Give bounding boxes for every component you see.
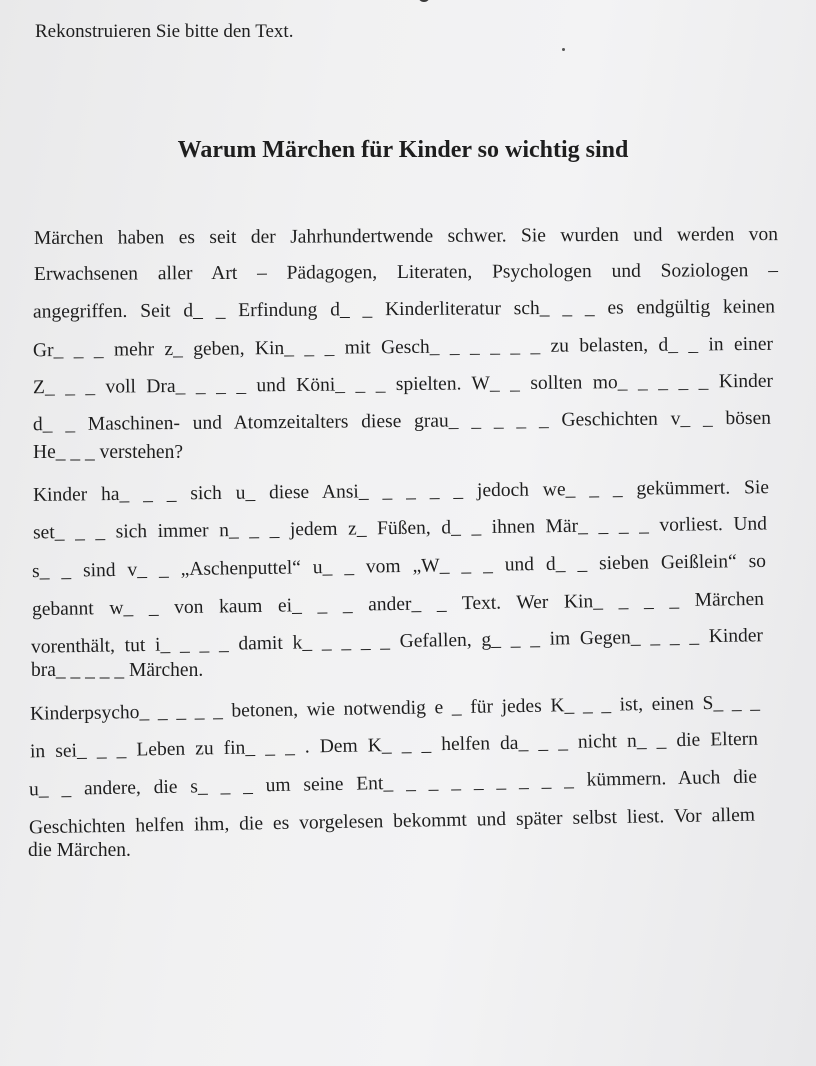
text-line: Gr_ _ _ mehr z_ geben, Kin_ _ _ mit Gesch_ _ _ _ _ _ zu belasten, d_ _ in einer (32, 333, 774, 362)
text-line: angegriffen. Seit d_ _ Erfindung d_ _ Kinderliteratur sch_ _ _ es endgültig keinen (32, 296, 776, 323)
text-line: u_ _ andere, die s_ _ _ um seine Ent_ _ _ _ _ _ _ _ _ kümmern. Auch die (28, 766, 758, 801)
text-line: vorenthält, tut i_ _ _ _ damit k_ _ _ _ _ Gefallen, g_ _ _ im Gegen_ _ _ _ Kinder (30, 625, 764, 658)
text-line: Kinderpsycho_ _ _ _ _ betonen, wie notwendig e _ für jedes K_ _ _ ist, einen S_ _ _ (29, 692, 761, 725)
text-line: in sei_ _ _ Leben zu fin_ _ _ . Dem K_ _ _ helfen da_ _ _ nicht n_ _ die Eltern (29, 728, 759, 763)
text-line: Märchen haben es seit der Jahrhundertwende schwer. Sie wurden und werden von (33, 224, 779, 249)
text-line: Kinder ha_ _ _ sich u_ diese Ansi_ _ _ _ _ jedoch we_ _ _ gekümmert. Sie (32, 477, 770, 506)
text-line: d_ _ Maschinen- und Atomzeitalters diese grau_ _ _ _ _ Geschichten v_ _ bösen (32, 407, 772, 436)
text-line: Geschichten helfen ihm, die es vorgelesen bekommt und später selbst liest. Vor allem (28, 804, 756, 839)
instruction-text: Rekonstruieren Sie bitte den Text. (35, 21, 294, 42)
text-line: gebannt w_ _ von kaum ei_ _ _ ander_ _ Text. Wer Kin_ _ _ _ Märchen (31, 588, 765, 621)
text-line: bra_ _ _ _ _ Märchen. (31, 660, 204, 681)
text-line: Erwachsenen aller Art – Pädagogen, Literaten, Psychologen und Soziologen – (33, 260, 779, 285)
text-line: Z_ _ _ voll Dra_ _ _ _ und Köni_ _ _ spielten. W_ _ sollten mo_ _ _ _ _ Kinder (32, 370, 774, 399)
text-line: He_ _ _ verstehen? (33, 442, 183, 463)
paper-speck (562, 48, 565, 51)
text-line: set_ _ _ sich immer n_ _ _ jedem z_ Füßen, d_ _ ihnen Mär_ _ _ _ vorliest. Und (32, 513, 768, 544)
text-line: die Märchen. (28, 840, 131, 861)
text-line: s_ _ sind v_ _ „Aschenputtel“ u_ _ vom „W_ _ _ und d_ _ sieben Geißlein“ so (31, 550, 767, 583)
page-title: Warum Märchen für Kinder so wichtig sind (177, 137, 629, 163)
top-edge-mark (418, 0, 430, 2)
